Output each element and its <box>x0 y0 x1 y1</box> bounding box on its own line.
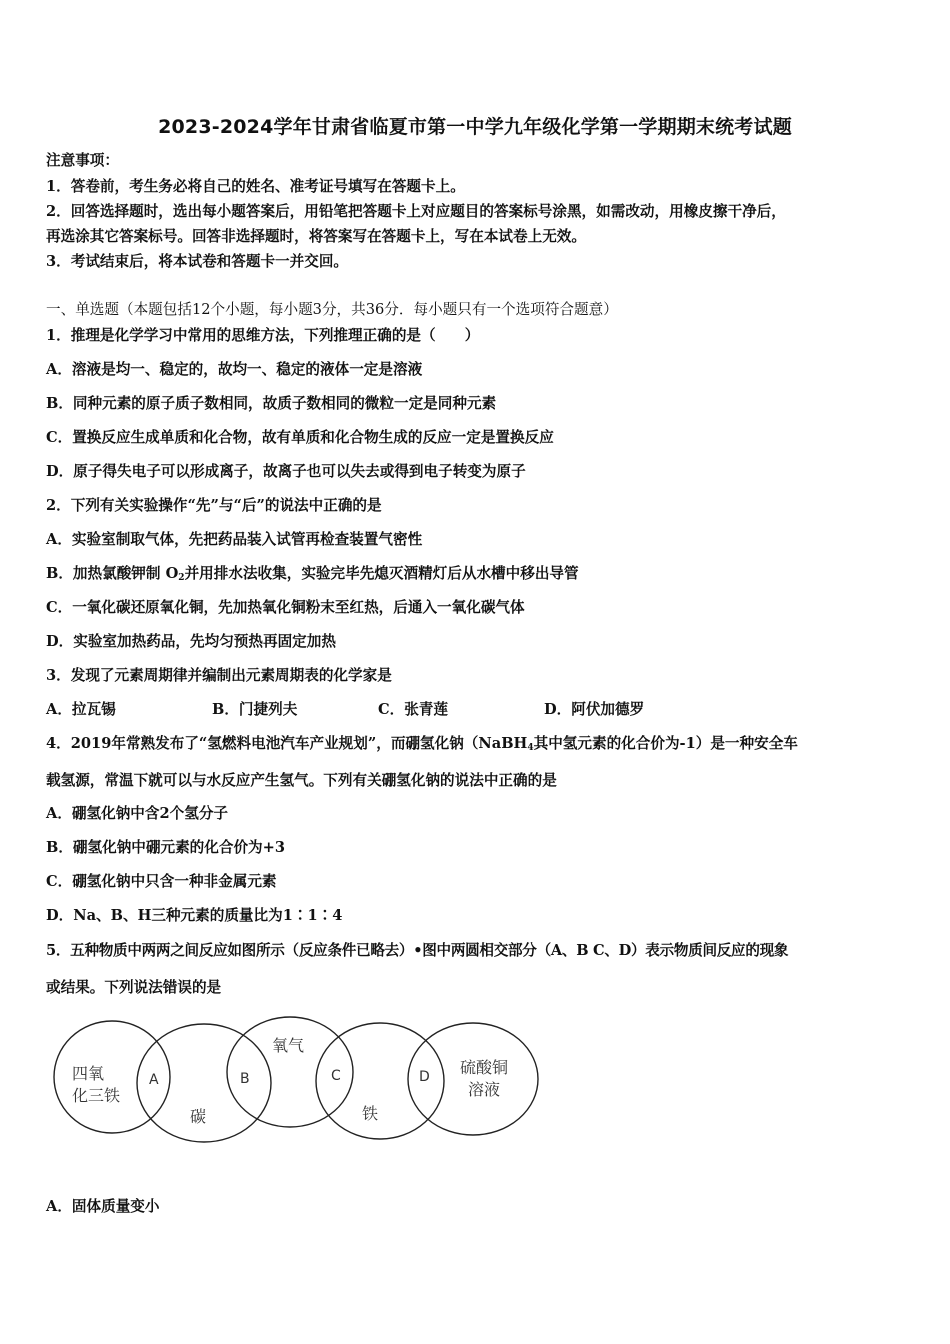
q2-option-c: C．一氧化碳还原氧化铜，先加热氧化铜粉末至红热，后通入一氧化碳气体 <box>46 599 525 616</box>
q2-option-a: A．实验室制取气体，先把药品装入试管再检查装置气密性 <box>46 531 423 548</box>
q3-option-b: B．门捷列夫 <box>212 701 298 718</box>
reaction-venn-diagram <box>50 1015 550 1145</box>
notice-item-2-cont: 再选涂其它答案标号。回答非选择题时，将答案写在答题卡上，写在本试卷上无效。 <box>46 228 586 245</box>
q4-option-c: C．硼氢化钠中只含一种非金属元素 <box>46 873 277 890</box>
intersection-d: D <box>419 1069 430 1085</box>
label-fe3o4-line2: 化三铁 <box>72 1086 121 1105</box>
page-title: 2023-2024学年甘肃省临夏市第一中学九年级化学第一学期期末统考试题 <box>158 116 792 138</box>
q3-option-d: D．阿伏加德罗 <box>544 701 645 718</box>
q4-option-d: D．Na、B、H三种元素的质量比为1∶1∶4 <box>46 907 343 924</box>
q5-stem-2: 或结果。下列说法错误的是 <box>46 979 222 996</box>
q3-stem: 3．发现了元素周期律并编制出元素周期表的化学家是 <box>46 667 392 684</box>
notice-item-1: 1．答卷前，考生务必将自己的姓名、准考证号填写在答题卡上。 <box>46 178 465 195</box>
notice-item-2: 2．回答选择题时，选出每小题答案后，用铅笔把答题卡上对应题目的答案标号涂黑，如需改动，用橡皮擦干净后， <box>46 203 786 220</box>
label-oxygen: 氧气 <box>272 1036 305 1055</box>
q2-stem: 2．下列有关实验操作“先”与“后”的说法中正确的是 <box>46 497 382 514</box>
q1-option-c: C．置换反应生成单质和化合物，故有单质和化合物生成的反应一定是置换反应 <box>46 429 554 446</box>
q4-stem-2: 载氢源，常温下就可以与水反应产生氢气。下列有关硼氢化钠的说法中正确的是 <box>46 772 557 789</box>
section-heading: 一、单选题（本题包括12个小题，每小题3分，共36分．每小题只有一个选项符合题意） <box>46 301 618 318</box>
label-cuso4-line1: 硫酸铜 <box>460 1058 509 1077</box>
q5-option-a: A．固体质量变小 <box>46 1198 160 1215</box>
q3-options <box>46 700 644 720</box>
notice-item-3: 3．考试结束后，将本试卷和答题卡一并交回。 <box>46 253 349 270</box>
q1-option-d: D．原子得失电子可以形成离子，故离子也可以失去或得到电子转变为原子 <box>46 463 526 480</box>
q4-option-a: A．硼氢化钠中含2个氢分子 <box>46 805 229 822</box>
q3-option-a: A．拉瓦锡 <box>46 701 116 718</box>
label-fe3o4-line1: 四氧 <box>72 1064 105 1083</box>
q5-stem-1: 5．五种物质中两两之间反应如图所示（反应条件已略去）•图中两圆相交部分（A、B C、D）表示物质间反应的现象 <box>46 942 789 959</box>
q4-option-b: B．硼氢化钠中硼元素的化合价为+3 <box>46 839 286 856</box>
intersection-a: A <box>149 1072 159 1088</box>
q1-option-b: B．同种元素的原子质子数相同，故质子数相同的微粒一定是同种元素 <box>46 395 497 412</box>
label-cuso4-line2: 溶液 <box>468 1080 501 1099</box>
label-carbon: 碳 <box>190 1107 207 1126</box>
q4-stem-1: 4．2019年常熟发布了“氢燃料电池汽车产业规划”，而硼氢化钠（NaBH$_4$其中氢元素的化合价为-1）是一种安全车 <box>46 735 798 753</box>
q1-option-a: A．溶液是均一、稳定的，故均一、稳定的液体一定是溶液 <box>46 361 423 378</box>
intersection-b: B <box>240 1071 250 1087</box>
q2-option-b: B．加热氯酸钾制 $O_2$并用排水法收集，实验完毕先熄灭酒精灯后从水槽中移出导管 <box>46 565 579 583</box>
q1-stem: 1．推理是化学学习中常用的思维方法，下列推理正确的是（ ） <box>46 327 480 344</box>
notice-heading: 注意事项： <box>46 152 119 169</box>
label-iron: 铁 <box>362 1104 379 1123</box>
intersection-c: C <box>331 1068 341 1084</box>
q3-option-c: C．张青莲 <box>378 701 448 718</box>
q2-option-d: D．实验室加热药品，先均匀预热再固定加热 <box>46 633 336 650</box>
